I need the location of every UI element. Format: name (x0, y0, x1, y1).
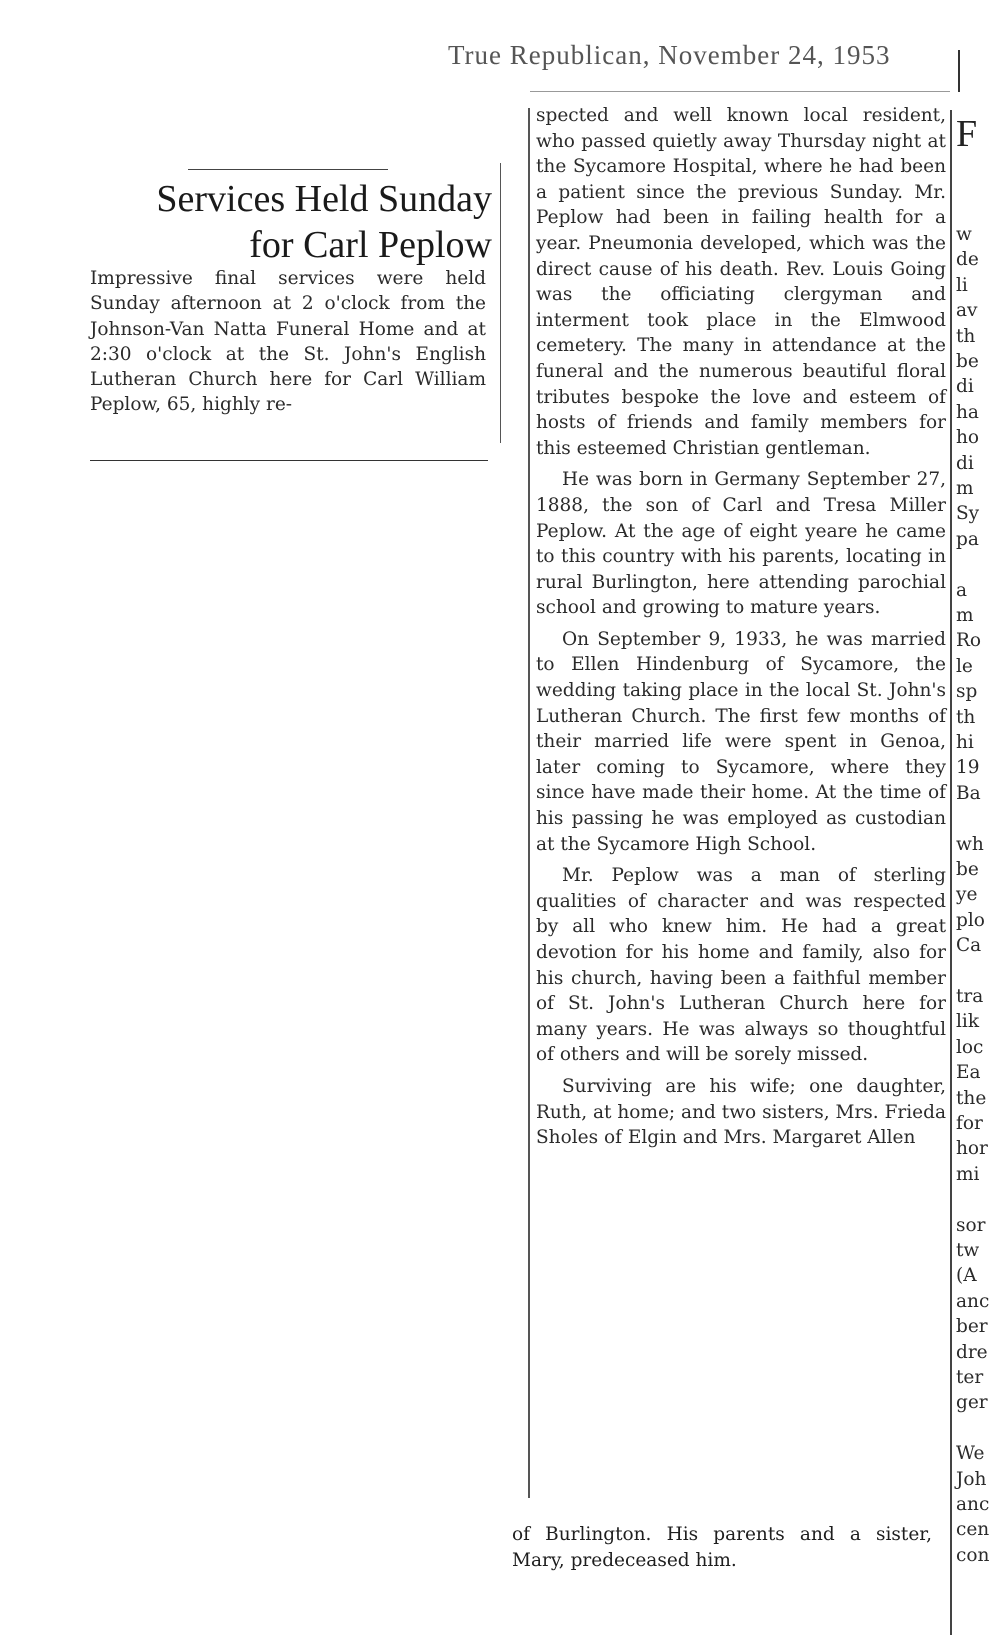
right-column-rule (950, 110, 952, 1635)
right-column-fragment: a (956, 579, 968, 601)
right-column-fragment: ber (956, 1316, 988, 1338)
right-column-fragment: tw (956, 1240, 980, 1261)
headline-line-2: for Carl Peplow (249, 224, 492, 266)
right-column-fragment: the (956, 1087, 987, 1109)
headline (88, 176, 492, 268)
right-column-fragment: av (956, 300, 978, 322)
paragraph: spected and well known local resident, who passed quietly away Thursday night at the Sycamore Hospital, where he had been a patient since the previous Sunday. Mr. Peplow had been in failing health for a year. Pneumonia developed, which was the direct cause of his death. Rev. Louis Going was the officiating clergyman and interment took place in the Elmwood cemetery. The many in attendance at the funeral and the numerous beautiful floral tributes bespoke the love and esteem of hosts of friends and family members for this esteemed Christian gentleman. (536, 105, 946, 459)
right-column-fragment: plo (956, 909, 985, 931)
right-column-fragment: hor (956, 1138, 988, 1160)
right-column-fragment: be (956, 351, 979, 372)
right-column-fragment: w (956, 224, 972, 245)
lead-paragraph: Impressive final services were held Sunday afternoon at 2 o'clock from the Johnson-Van Natta Funeral Home and at 2:30 o'clock at the St. John's English Lutheran Church here for Carl William Peplow, 65, highly re- (90, 268, 486, 416)
right-column-fragment: con (956, 1544, 990, 1566)
right-column-fragment: ho (956, 427, 980, 449)
right-column-fragment: mi (956, 1163, 980, 1185)
paragraph: On September 9, 1933, he was married to Ellen Hindenburg of Sycamore, the wedding taking place in the local St. John's Lutheran Church. The first few months of their married life were spent in Genoa, later coming to Sycamore, where they since have made their home. At the time of his passing he was employed as custodian at the Sycamore High School. (536, 628, 946, 855)
right-column-fragment: m (956, 478, 974, 499)
right-column-fragment: Ba (956, 782, 981, 804)
right-column-fragment: Ea (956, 1062, 981, 1084)
right-column-fragment: ger (956, 1392, 988, 1414)
headline-rule (188, 169, 388, 170)
right-column-fragment: th (956, 706, 976, 728)
right-column-fragment: dre (956, 1341, 988, 1363)
right-column-fragment: cen (956, 1519, 990, 1541)
right-column-fragment: de (956, 249, 979, 271)
paragraph: Surviving are his wife; one daughter, Ruth, at home; and two sisters, Mrs. Frieda Sholes of Elgin and Mrs. Margaret Allen (536, 1075, 946, 1149)
paragraph: Mr. Peplow was a man of sterling qualities of character and was respected by all who knew him. He had a great devotion for his home and family, also for his church, having been a faithful member of St. John's Lutheran Church here for many years. He was always so thoughtful of others and will be sorely missed. (536, 865, 946, 1066)
right-column-fragment: for (956, 1113, 983, 1134)
article-body (536, 103, 946, 1157)
right-column-fragment: di (956, 452, 974, 474)
right-column-fragment: sp (956, 681, 978, 703)
main-column-rule (528, 108, 530, 1498)
right-column-fragment: th (956, 325, 976, 347)
right-column-fragment: Ro (956, 630, 982, 652)
right-column-fragment: wh (956, 833, 984, 855)
right-column-fragment: tra (956, 986, 984, 1007)
lead-bottom-rule (90, 460, 488, 461)
right-column-fragment: di (956, 376, 974, 398)
masthead: True Republican, November 24, 1953 (448, 40, 891, 70)
paragraph: He was born in Germany September 27, 1888, the son of Carl and Tresa Miller Peplow. At the age of eight yeare he came to this country with his parents, locating in rural Burlington, here attending parochial school and growing to mature years. (536, 469, 946, 619)
right-column-fragment: loc (956, 1036, 984, 1058)
right-column-fragment: We (956, 1443, 985, 1465)
right-column-fragment: ye (956, 884, 978, 906)
masthead-underline (530, 91, 950, 92)
headline-line-1: Services Held Sunday (156, 178, 492, 220)
right-column-fragment: (A (956, 1265, 977, 1287)
masthead-divider (958, 50, 960, 92)
right-column-fragment: 19 (956, 757, 980, 779)
lead-column-rule (500, 163, 501, 443)
right-column-fragment: ter (956, 1367, 984, 1388)
right-column-heading: F (956, 113, 978, 155)
right-column-fragment: pa (956, 528, 979, 550)
right-column-fragment: lik (956, 1011, 980, 1033)
right-column-fragment: Joh (956, 1468, 987, 1490)
right-column-fragment: anc (956, 1290, 990, 1312)
right-column-fragment: le (956, 655, 973, 677)
right-column-fragment: anc (956, 1494, 990, 1515)
right-column-fragment: be (956, 859, 979, 880)
right-column-fragment: sor (956, 1214, 986, 1236)
right-column-fragment: hi (956, 732, 974, 753)
right-column-fragment: ha (956, 401, 979, 423)
right-column-fragment: li (956, 274, 968, 296)
article-tail: of Burlington. His parents and a sister, Mary, predeceased him. (512, 1524, 932, 1571)
right-column-fragment: Sy (956, 503, 980, 525)
right-column-fragment: Ca (956, 935, 982, 957)
right-column-fragment: m (956, 605, 974, 626)
